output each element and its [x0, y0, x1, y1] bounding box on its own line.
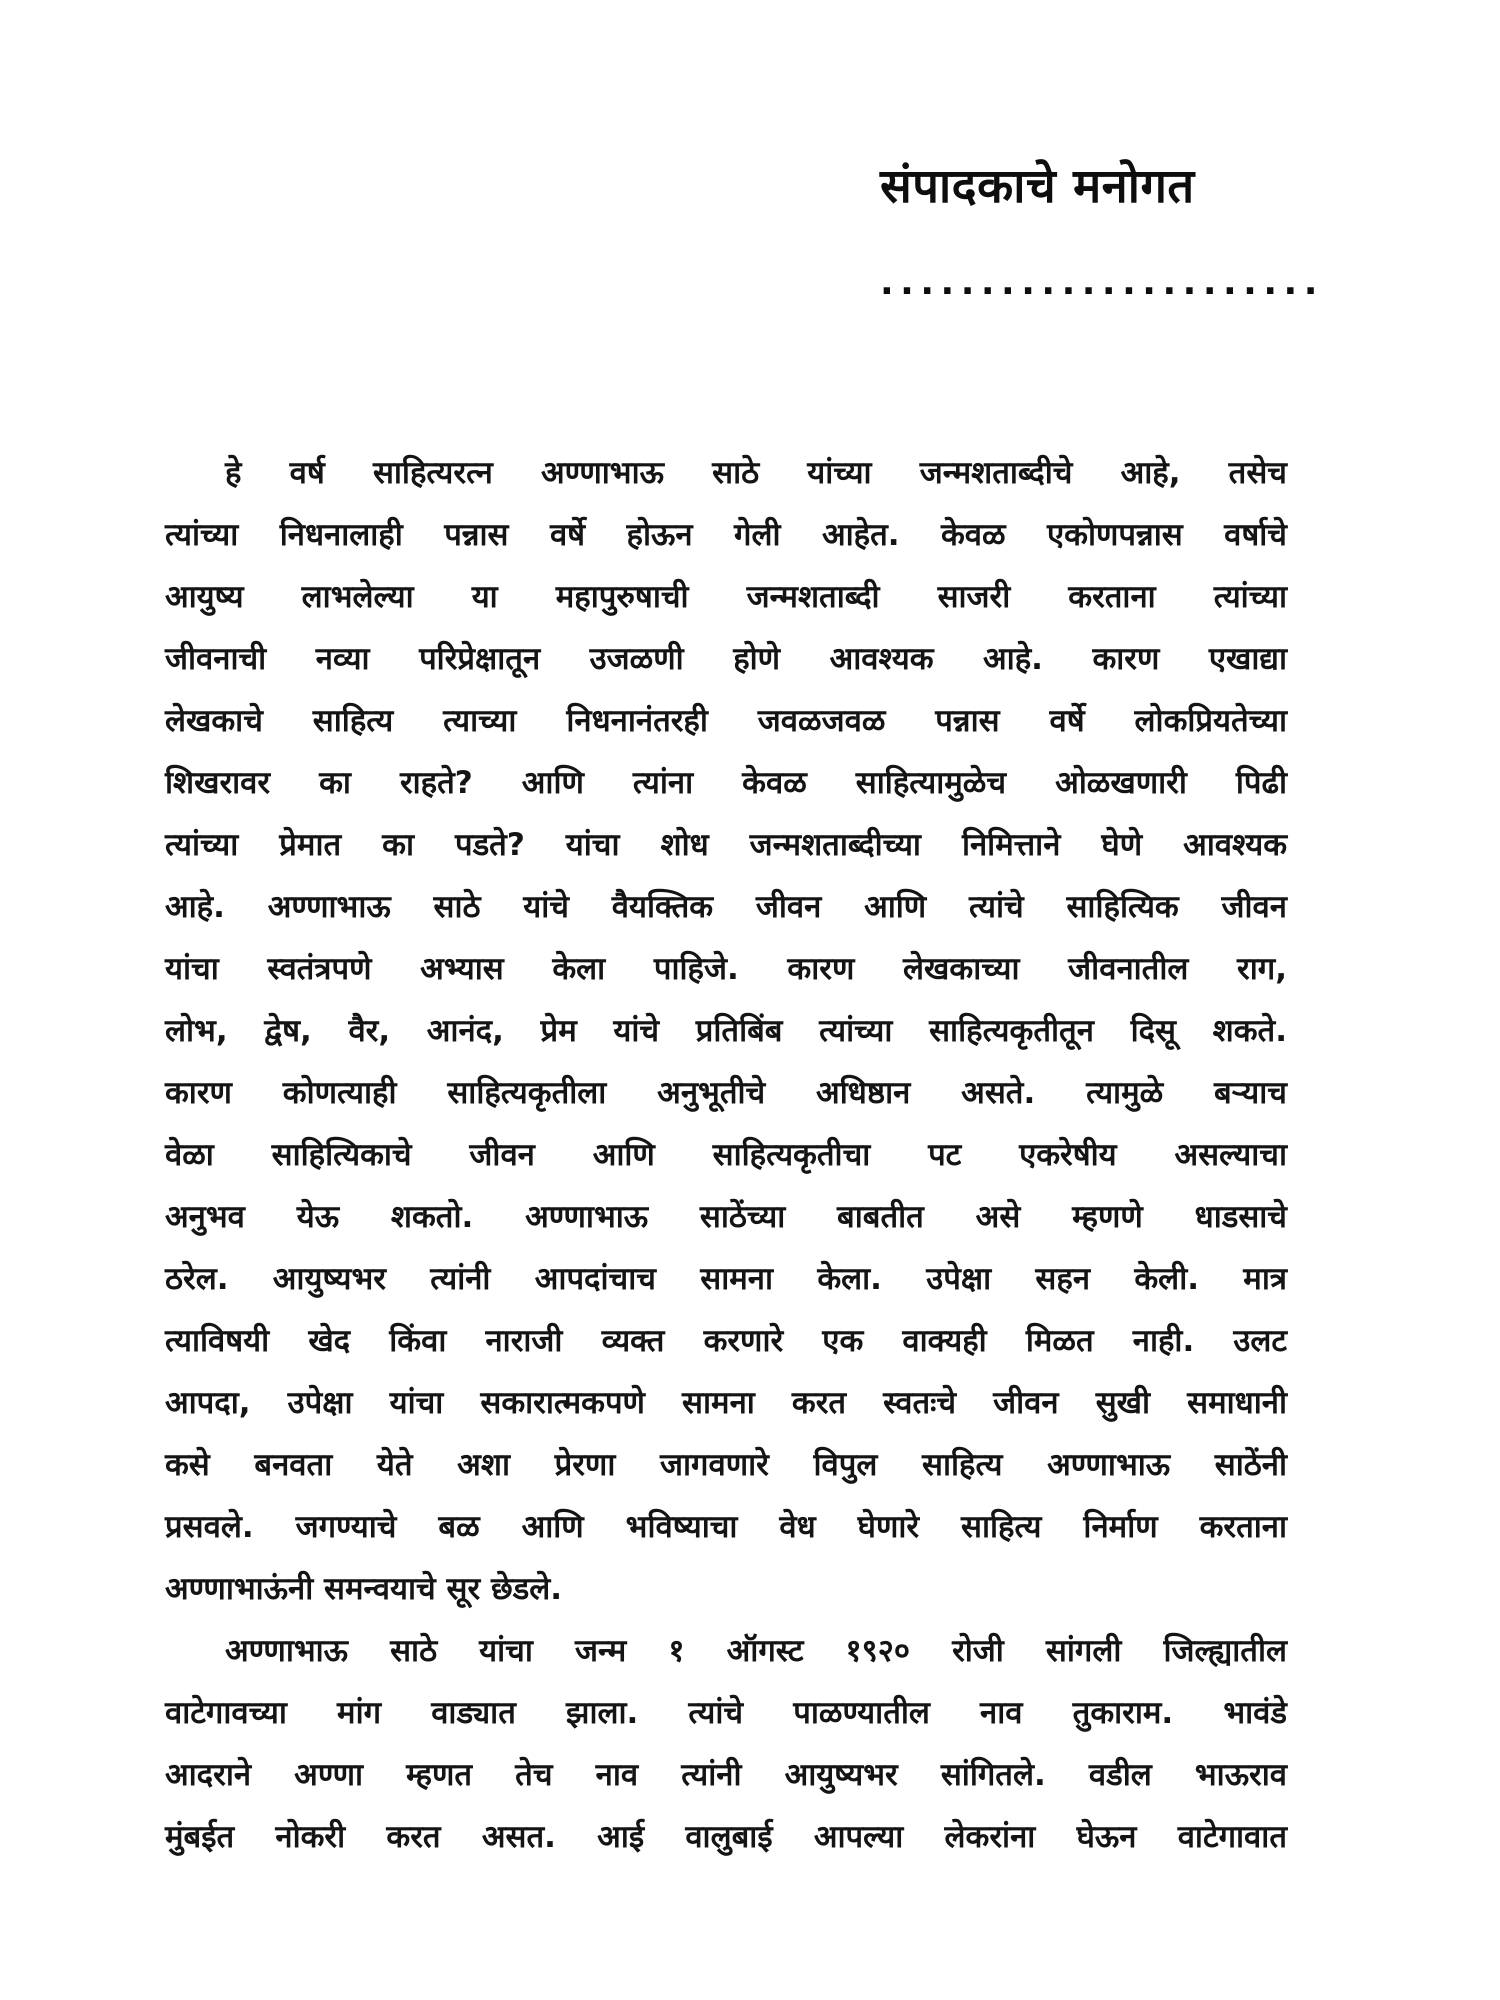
text-line: प्रसवले. जगण्याचे बळ आणि भविष्याचा वेध घेणारे साहित्य निर्माण करताना — [165, 1509, 1287, 1545]
text-line: अनुभव येऊ शकतो. अण्णाभाऊ साठेंच्या बाबतीत असे म्हणणे धाडसाचे — [165, 1199, 1287, 1235]
text-line: अण्णाभाऊ साठे यांचा जन्म १ ऑगस्ट १९२० रोजी सांगली जिल्ह्यातील — [225, 1633, 1287, 1669]
title-dotted-line: ...................... — [880, 262, 1324, 303]
text-line: लोभ, द्वेष, वैर, आनंद, प्रेम यांचे प्रतिबिंब त्यांच्या साहित्यकृतीतून दिसू शकते. — [165, 1013, 1287, 1049]
page-title: संपादकाचे मनोगत — [880, 159, 1195, 214]
text-line: आदराने अण्णा म्हणत तेच नाव त्यांनी आयुष्यभर सांगितले. वडील भाऊराव — [165, 1757, 1287, 1793]
text-line: कारण कोणत्याही साहित्यकृतीला अनुभूतीचे अधिष्ठान असते. त्यामुळे बऱ्याच — [165, 1075, 1287, 1111]
paragraph-1 — [165, 442, 1287, 1620]
text-line: शिखरावर का राहते? आणि त्यांना केवळ साहित्यामुळेच ओळखणारी पिढी — [165, 765, 1287, 801]
text-line: त्याविषयी खेद किंवा नाराजी व्यक्त करणारे एक वाक्यही मिळत नाही. उलट — [165, 1323, 1287, 1359]
paragraph-2 — [165, 1620, 1287, 1868]
text-line: त्यांच्या निधनालाही पन्नास वर्षे होऊन गेली आहेत. केवळ एकोणपन्नास वर्षाचे — [165, 517, 1287, 553]
text-line: कसे बनवता येते अशा प्रेरणा जागवणारे विपुल साहित्य अण्णाभाऊ साठेंनी — [165, 1447, 1287, 1483]
text-line: यांचा स्वतंत्रपणे अभ्यास केला पाहिजे. कारण लेखकाच्या जीवनातील राग, — [165, 951, 1287, 987]
text-line: वेळा साहित्यिकाचे जीवन आणि साहित्यकृतीचा पट एकरेषीय असल्याचा — [165, 1137, 1287, 1173]
text-line: आयुष्य लाभलेल्या या महापुरुषाची जन्मशताब्दी साजरी करताना त्यांच्या — [165, 579, 1287, 615]
text-line: मुंबईत नोकरी करत असत. आई वालुबाई आपल्या लेकरांना घेऊन वाटेगावात — [165, 1819, 1287, 1855]
text-line: लेखकाचे साहित्य त्याच्या निधनानंतरही जवळजवळ पन्नास वर्षे लोकप्रियतेच्या — [165, 703, 1287, 739]
body-text — [165, 442, 1287, 1868]
text-line: अण्णाभाऊंनी समन्वयाचे सूर छेडले. — [165, 1571, 563, 1607]
text-line: आपदा, उपेक्षा यांचा सकारात्मकपणे सामना करत स्वतःचे जीवन सुखी समाधानी — [165, 1385, 1287, 1421]
text-line: जीवनाची नव्या परिप्रेक्षातून उजळणी होणे आवश्यक आहे. कारण एखाद्या — [165, 641, 1287, 677]
text-line: हे वर्ष साहित्यरत्न अण्णाभाऊ साठे यांच्या जन्मशताब्दीचे आहे, तसेच — [225, 455, 1287, 491]
text-line: ठरेल. आयुष्यभर त्यांनी आपदांचाच सामना केला. उपेक्षा सहन केली. मात्र — [165, 1261, 1287, 1297]
text-line: त्यांच्या प्रेमात का पडते? यांचा शोध जन्मशताब्दीच्या निमित्ताने घेणे आवश्यक — [165, 827, 1287, 863]
page-header — [880, 152, 1324, 303]
text-line: वाटेगावच्या मांग वाड्यात झाला. त्यांचे पाळण्यातील नाव तुकाराम. भावंडे — [165, 1695, 1287, 1731]
text-line: आहे. अण्णाभाऊ साठे यांचे वैयक्तिक जीवन आणि त्यांचे साहित्यिक जीवन — [165, 889, 1287, 925]
